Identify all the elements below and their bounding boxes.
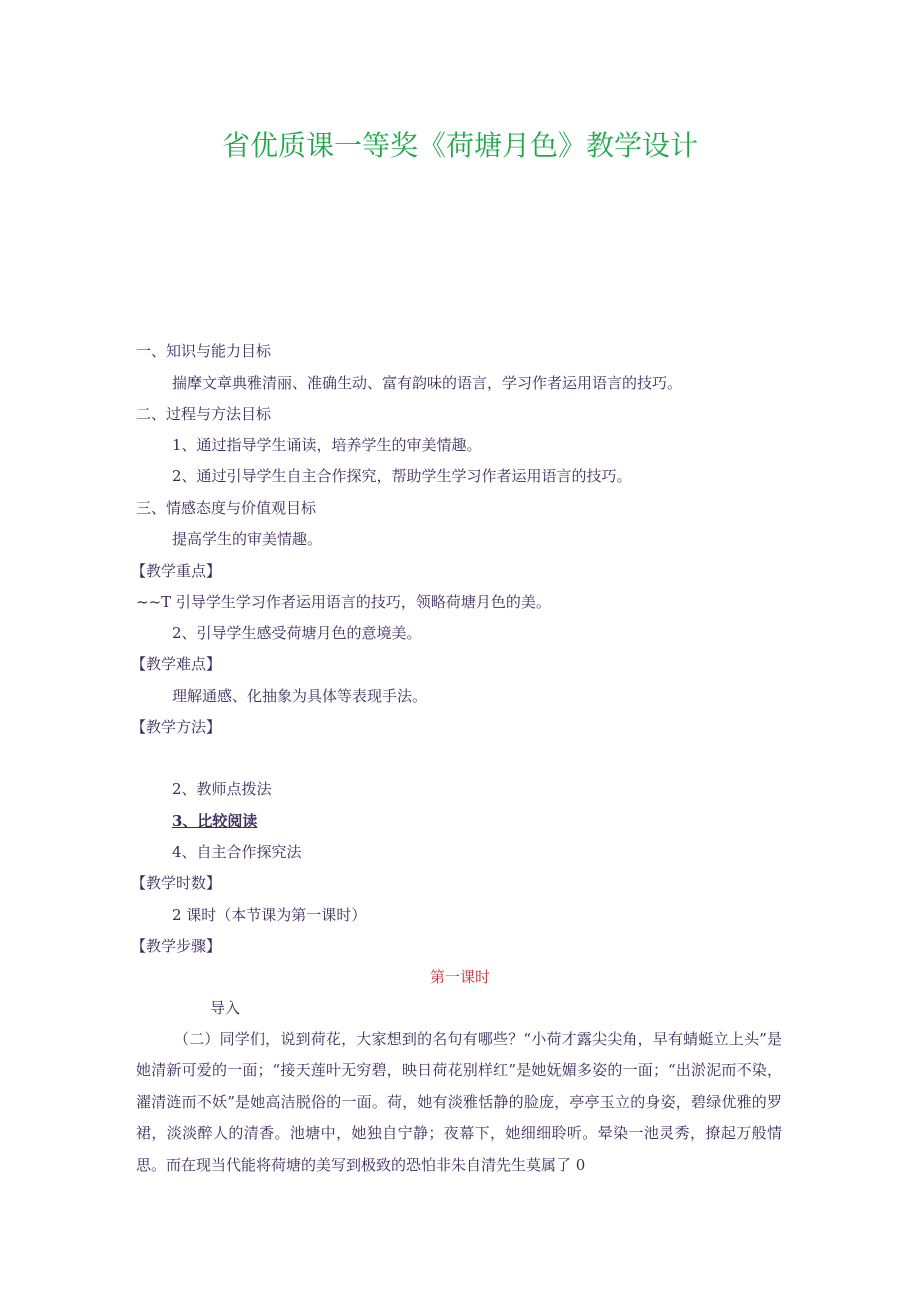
goal1-heading: 一、知识与能力目标 — [136, 342, 272, 360]
hours-text: 2 课时（本节课为第一课时） — [172, 906, 367, 924]
method-item-3: 3、比较阅读 — [172, 812, 258, 830]
intro-label: 导入 — [210, 999, 241, 1017]
method-item-2: 2、教师点拨法 — [172, 780, 272, 798]
goal1-text: 揣摩文章典雅清丽、准确生动、富有韵味的语言，学习作者运用语言的技巧。 — [172, 374, 683, 392]
goal3-text: 提高学生的审美情趣。 — [172, 530, 323, 548]
difficulty-heading: 【教学难点】 — [131, 655, 222, 673]
goal2-item-2: 2、通过引导学生自主合作探究，帮助学生学习作者运用语言的技巧。 — [172, 467, 632, 485]
key-points-heading: 【教学重点】 — [131, 562, 222, 580]
intro-paragraph: （二）同学们，说到荷花，大家想到的名句有哪些？“小荷才露尖尖角，早有蜻蜓立上头”是她清新可爱的一面；“接天莲叶无穷碧，映日荷花别样红”是她妩媚多姿的一面；“出淤泥而不染，濯清涟而不妖”是她高洁脱俗的一面。荷，她有淡雅恬静的脸庞，亭亭玉立的身姿，碧绿优雅的罗裙，淡淡醉人的清香。池塘中，她独自宁静；夜幕下，她细细聆听。晕染一池灵秀，撩起万般情思。而在现当代能将荷塘的美写到极致的恐怕非朱自清先生莫属了 0 — [136, 1030, 782, 1174]
key-point-1: ~~T 引导学生学习作者运用语言的技巧，领略荷塘月色的美。 — [136, 593, 551, 611]
hours-heading: 【教学时数】 — [131, 874, 222, 892]
goal2-heading: 二、过程与方法目标 — [136, 405, 272, 423]
difficulty-text: 理解通感、化抽象为具体等表现手法。 — [172, 687, 428, 705]
method-heading: 【教学方法】 — [131, 718, 222, 736]
session-title: 第一课时 — [429, 968, 490, 986]
goal2-item-1: 1、通过指导学生诵读，培养学生的审美情趣。 — [172, 436, 482, 454]
goal3-heading: 三、情感态度与价值观目标 — [136, 499, 317, 517]
method-item-4: 4、自主合作探究法 — [172, 843, 302, 861]
steps-heading: 【教学步骤】 — [131, 937, 222, 955]
document-title: 省优质课一等奖《荷塘月色》教学设计 — [221, 129, 698, 162]
key-point-2: 2、引导学生感受荷塘月色的意境美。 — [172, 624, 422, 642]
